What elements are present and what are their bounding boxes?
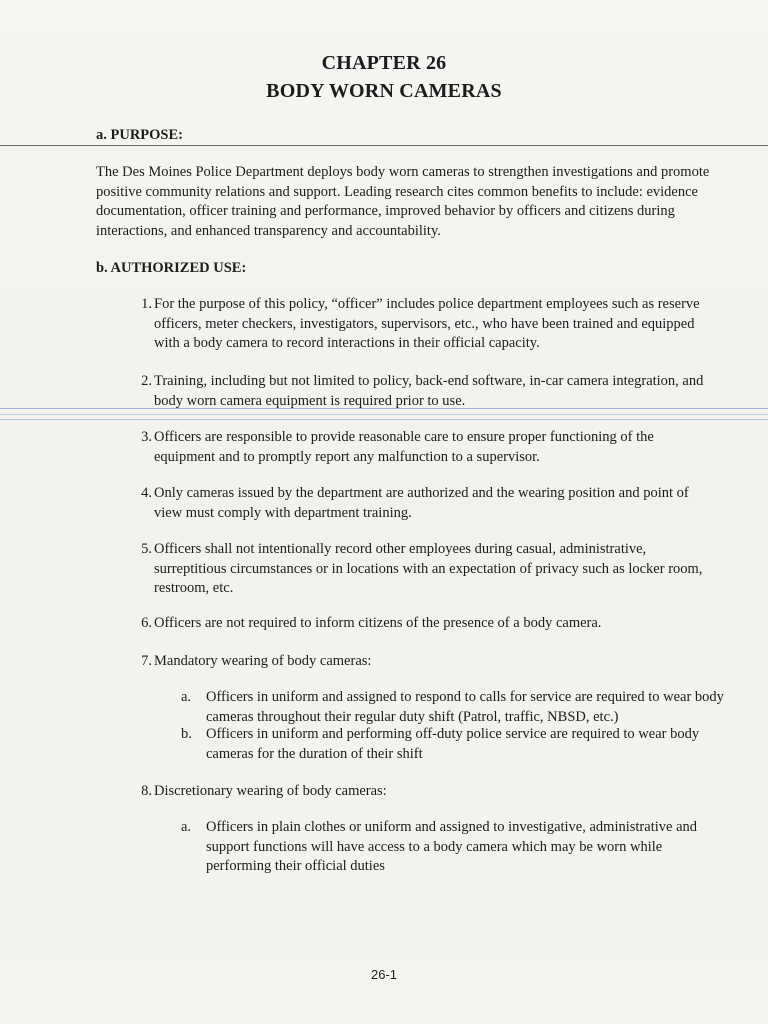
list-item-text: Only cameras issued by the department are authorized and the wearing position and point of view must comply with department training. (154, 485, 689, 521)
sub-list-item-letter: a. (181, 819, 192, 835)
list-item-number: 1. (141, 296, 152, 312)
list-item-text: Training, including but not limited to policy, back-end software, in-car camera integration, and body worn camera equipment is required prior to use. (154, 373, 704, 409)
list-item-number: 3. (141, 429, 152, 445)
list-item-text: Mandatory wearing of body cameras: (154, 653, 372, 669)
sub-list-item-letter: b. (181, 726, 192, 742)
purpose-paragraph: The Des Moines Police Department deploys body worn cameras to strengthen investigations and promote positive community relations and support. Leading research cites common benefits to include: evidence documentation, officer training and performance, improved behavior by officers and citizens during interactions, and enhanced transparency and accountability. (96, 164, 710, 239)
list-item-number: 8. (141, 783, 152, 799)
list-item-number: 7. (141, 653, 152, 669)
list-item-number: 6. (141, 615, 152, 631)
sub-list-item-letter: a. (181, 689, 192, 705)
list-item-text: For the purpose of this policy, “officer” includes police department employees such as reserve officers, meter checkers, investigators, supervisors, etc., who have been trained and equipped with a body camera to record interactions in their official capacity. (154, 296, 700, 351)
list-item-number: 2. (141, 373, 152, 389)
sub-list-item-text: Officers in uniform and performing off-duty police service are required to wear body cameras for the duration of their shift (206, 726, 700, 762)
authorized-use-heading: b. AUTHORIZED USE: (96, 260, 247, 276)
list-item-text: Officers are not required to inform citizens of the presence of a body camera. (154, 615, 602, 631)
list-item-number: 5. (141, 541, 152, 557)
list-item-text: Discretionary wearing of body cameras: (154, 783, 387, 799)
sub-list-item-text: Officers in uniform and assigned to respond to calls for service are required to wear body cameras throughout their regular duty shift (Patrol, traffic, NBSD, etc.) (206, 689, 724, 725)
scan-artifact-line (0, 414, 768, 415)
page-number: 26-1 (370, 967, 398, 982)
chapter-number: CHAPTER 26 (321, 52, 447, 74)
scan-artifact-line (0, 419, 768, 420)
section-divider (0, 145, 768, 146)
list-item-number: 4. (141, 485, 152, 501)
scan-artifact-line (0, 408, 768, 409)
list-item-text: Officers shall not intentionally record other employees during casual, administrative, surreptitious circumstances or in locations with an expectation of privacy such as locker room, restroom, etc. (154, 541, 703, 596)
purpose-heading: a. PURPOSE: (96, 127, 183, 143)
chapter-title: BODY WORN CAMERAS (266, 80, 502, 102)
list-item-text: Officers are responsible to provide reasonable care to ensure proper functioning of the equipment and to promptly report any malfunction to a supervisor. (154, 429, 654, 465)
sub-list-item-text: Officers in plain clothes or uniform and assigned to investigative, administrative and support functions will have access to a body camera which may be worn while performing their official duties (206, 819, 698, 874)
